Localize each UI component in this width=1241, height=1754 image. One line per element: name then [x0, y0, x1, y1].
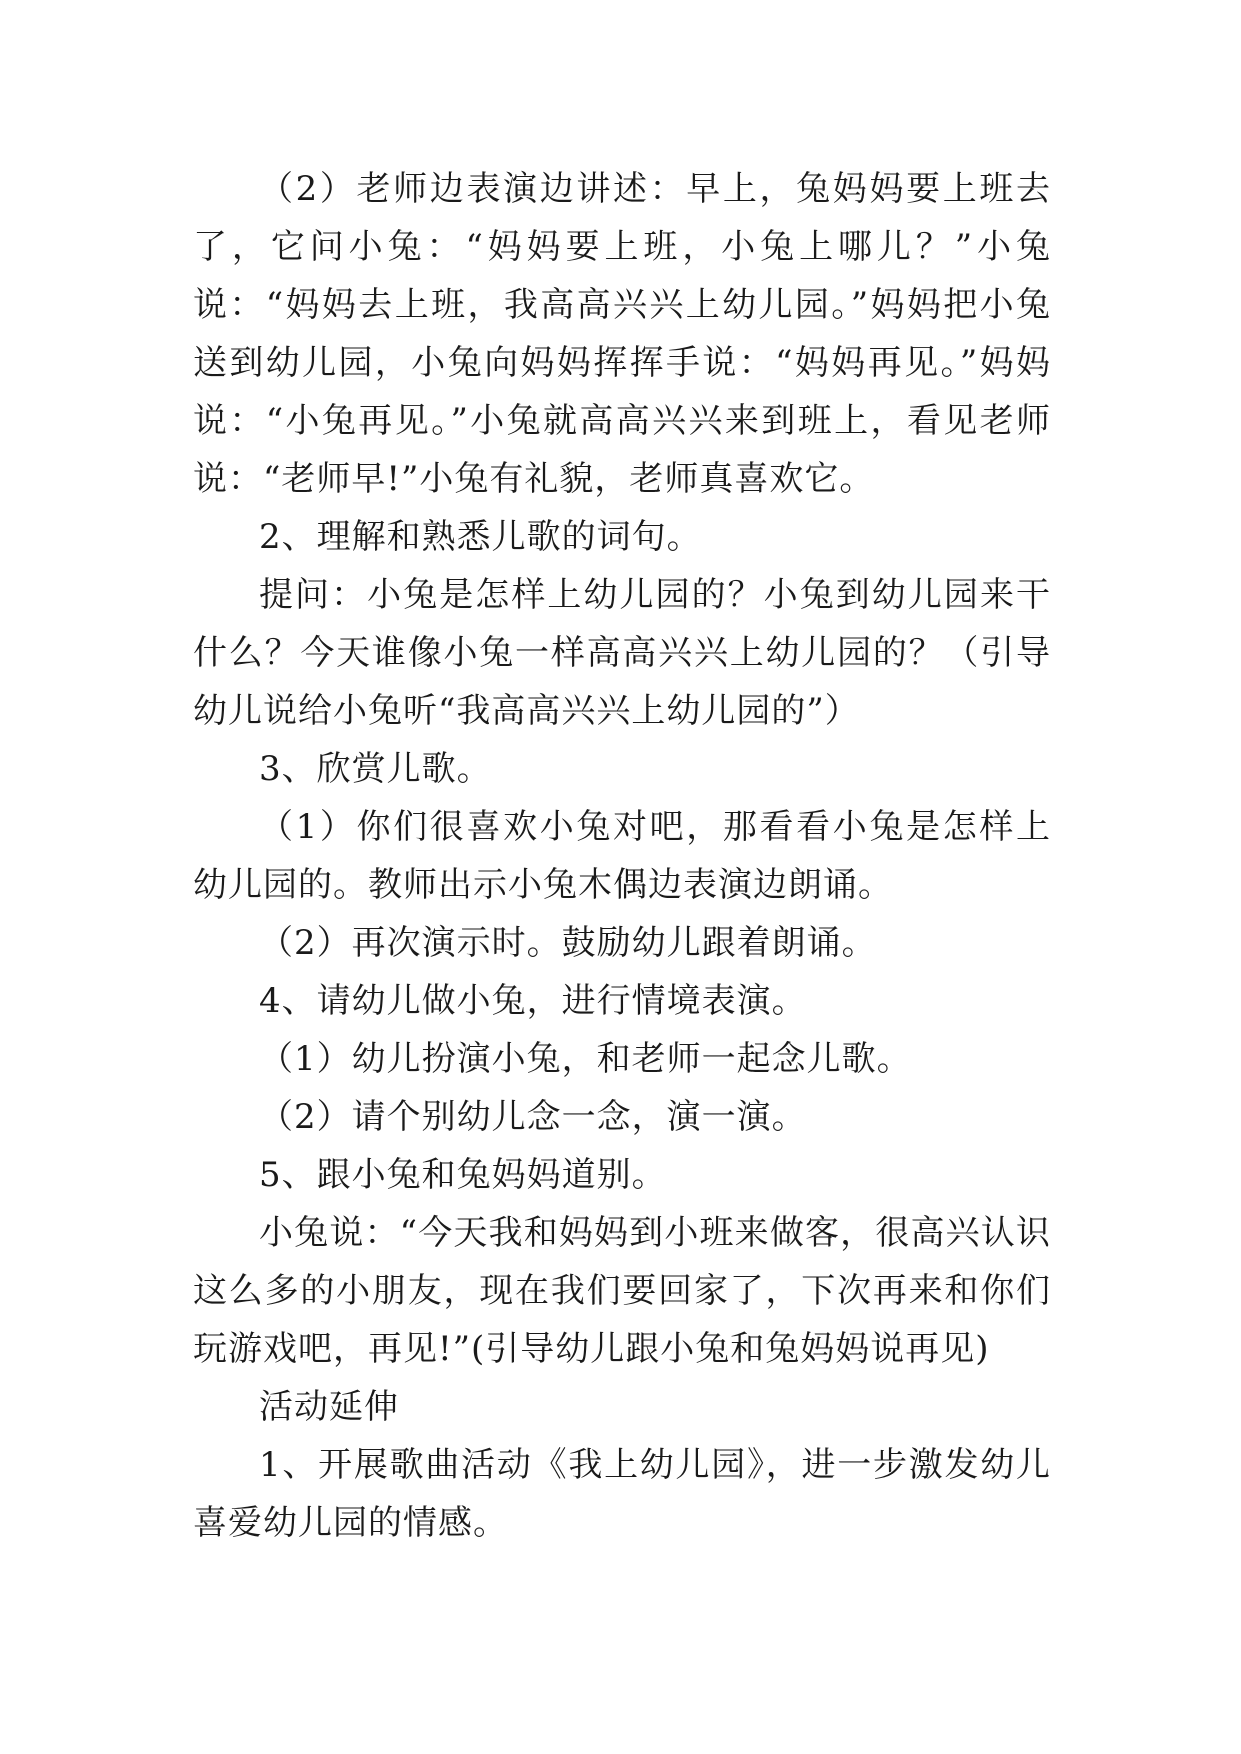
paragraph-step-5: 5、跟小兔和兔妈妈道别。 [259, 1155, 667, 1195]
paragraph-step-2: 2、理解和熟悉儿歌的词句。 [259, 517, 702, 557]
paragraph-step-3: 3、欣赏儿歌。 [259, 749, 492, 789]
paragraph-questions: 提问：小兔是怎样上幼儿园的？小兔到幼儿园来干什么？今天谁像小兔一样高高兴兴上幼儿园的？（引导幼儿说给小兔听“我高高兴兴上幼儿园的”） [193, 575, 1051, 731]
paragraph-farewell: 小兔说：“今天我和妈妈到小班来做客，很高兴认识这么多的小朋友，现在我们要回家了，下次再来和你们玩游戏吧，再见!”(引导幼儿跟小兔和兔妈妈说再见) [193, 1213, 1051, 1369]
paragraph-teacher-story: （2）老师边表演边讲述：早上，兔妈妈要上班去了，它问小兔：“妈妈要上班，小兔上哪儿？”小兔说：“妈妈去上班，我高高兴兴上幼儿园。”妈妈把小兔送到幼儿园，小兔向妈妈挥挥手说：“妈妈再见。”妈妈说：“小兔再见。”小兔就高高兴兴来到班上，看见老师说：“老师早!”小兔有礼貌，老师真喜欢它。 [193, 169, 1051, 499]
paragraph-extension-1: 1、开展歌曲活动《我上幼儿园》，进一步激发幼儿喜爱幼儿园的情感。 [193, 1445, 1051, 1543]
section-heading-extension: 活动延伸 [259, 1387, 399, 1427]
paragraph-step-4-1: （1）幼儿扮演小兔，和老师一起念儿歌。 [259, 1039, 912, 1079]
document-body [193, 160, 1051, 1552]
paragraph-step-4: 4、请幼儿做小兔，进行情境表演。 [259, 981, 807, 1021]
paragraph-step-3-2: （2）再次演示时。鼓励幼儿跟着朗诵。 [259, 923, 877, 963]
paragraph-step-3-1: （1）你们很喜欢小兔对吧，那看看小兔是怎样上幼儿园的。教师出示小兔木偶边表演边朗诵。 [193, 807, 1051, 905]
paragraph-step-4-2: （2）请个别幼儿念一念，演一演。 [259, 1097, 807, 1137]
